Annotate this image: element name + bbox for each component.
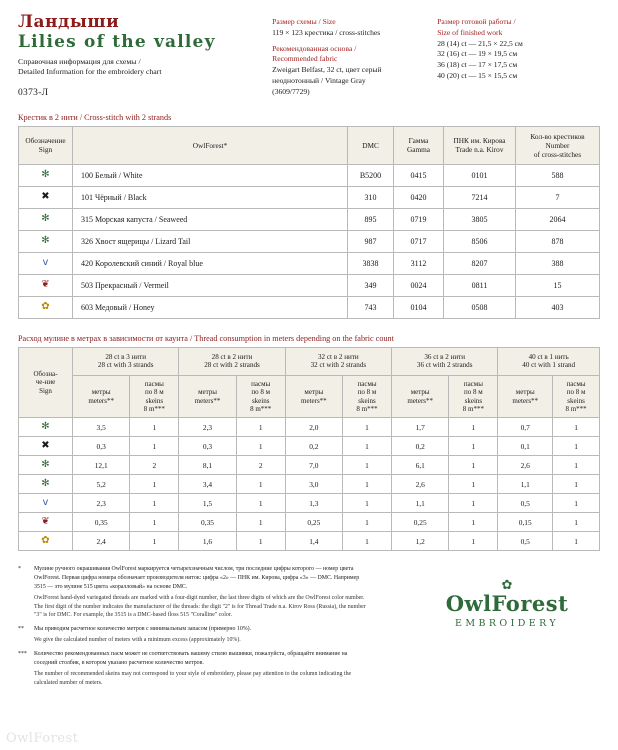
cell-gamma: 0024 <box>394 274 444 296</box>
table-header-row <box>19 126 600 164</box>
subcol-skeins-ru2: по 8 м <box>357 388 377 397</box>
chart-code: 0373-Л <box>18 87 49 98</box>
group-header-28-3 <box>73 347 179 375</box>
subcol-skeins-en: skeins <box>358 396 376 405</box>
group-header-28-2 <box>179 347 285 375</box>
section-title-crossstitch: Крестик в 2 нити / Cross-stitch with 2 strands <box>18 112 172 122</box>
symbol-flower-icon: ✿ <box>41 301 50 313</box>
cell-value: 1,6 <box>179 532 236 551</box>
cell-count: 878 <box>516 230 600 252</box>
cell-value: 1 <box>130 494 179 513</box>
cell-dmc: 3838 <box>348 252 394 274</box>
subcol-skeins-ru: пасмы <box>357 379 377 388</box>
fabric-value-3: (3609/7729) <box>272 86 310 96</box>
symbol-flower-icon: ✿ <box>41 535 50 547</box>
color-table <box>18 126 600 319</box>
cell-dmc: 987 <box>348 230 394 252</box>
footnote-marker: * <box>18 566 21 573</box>
cell-value: 1 <box>343 494 392 513</box>
cell-value: 2,0 <box>285 418 342 437</box>
cell-value: 1 <box>236 494 285 513</box>
leaf-icon: ✿ <box>501 577 513 592</box>
document-header <box>18 14 600 98</box>
watermark-text: OwlForest <box>6 731 79 746</box>
symbol-star-icon: ✻ <box>41 169 50 181</box>
table-row <box>19 494 600 513</box>
cell-symbol <box>19 208 73 230</box>
cell-value: 1 <box>343 513 392 532</box>
cell-value: 6,1 <box>392 456 449 475</box>
cell-value: 1 <box>343 532 392 551</box>
subcol-meters <box>285 375 342 418</box>
group-en: 40 ct with 1 strand <box>522 361 576 370</box>
subcol-skeins <box>343 375 392 418</box>
table-row <box>19 208 600 230</box>
cell-count: 403 <box>516 296 600 318</box>
col-kirov-ru: ПНК им. Кирова <box>453 136 506 146</box>
cell-value: 2 <box>130 456 179 475</box>
cell-dmc: 895 <box>348 208 394 230</box>
finished-row: 32 (16) ct — 19 × 19,5 см <box>437 49 518 59</box>
finished-row: 28 (14) ct — 21,5 × 22,5 см <box>437 38 523 48</box>
table-row <box>19 274 600 296</box>
cell-value: 8,1 <box>179 456 236 475</box>
subcol-skeins-en2: 8 m*** <box>565 405 587 414</box>
footnote-ru: Количество рекомендованных пасм может не соответствовать вашему стилю вышивки, пожалуйста, обращайте внимание на соседний столбик, в котором указано расчетное количество метров. <box>34 650 348 666</box>
cell-value: 0,3 <box>73 437 130 456</box>
subcol-skeins-en2: 8 m*** <box>356 405 378 414</box>
cell-value: 1 <box>449 456 498 475</box>
cell-symbol <box>19 164 73 186</box>
cell-value: 1 <box>553 494 600 513</box>
group-ru: 32 ct в 2 нити <box>318 352 359 361</box>
cell-value: 1,7 <box>392 418 449 437</box>
cell-value: 3,0 <box>285 475 342 494</box>
cell-gamma: 0717 <box>394 230 444 252</box>
subcol-meters-ru: метры <box>304 388 324 397</box>
table-subheader-row <box>19 375 600 418</box>
cell-value: 1 <box>553 475 600 494</box>
cell-kirov: 0101 <box>444 164 516 186</box>
subcol-skeins <box>236 375 285 418</box>
subtitle <box>18 57 262 78</box>
cell-value: 3,5 <box>73 418 130 437</box>
cell-dmc: 349 <box>348 274 394 296</box>
subcol-skeins-ru2: по 8 м <box>251 388 271 397</box>
group-ru: 28 ct в 2 нити <box>211 352 253 361</box>
col-kirov-en: Trade n.a. Kirov <box>455 145 504 155</box>
cell-value: 2,6 <box>392 475 449 494</box>
cell-dmc: 743 <box>348 296 394 318</box>
cell-value: 0,2 <box>392 437 449 456</box>
subcol-skeins-ru2: по 8 м <box>566 388 586 397</box>
cell-value: 1 <box>236 418 285 437</box>
logo-tagline: EMBROIDERY <box>454 618 560 629</box>
col-sign <box>19 126 73 164</box>
cell-value: 1 <box>553 437 600 456</box>
fabric-label-en: Recommended fabric <box>272 54 338 64</box>
cell-value: 0,35 <box>179 513 236 532</box>
table-row <box>19 532 600 551</box>
subcol-skeins-en: skeins <box>567 396 585 405</box>
subcol-skeins-en: skeins <box>251 396 270 405</box>
table-row <box>19 252 600 274</box>
cell-symbol <box>19 513 73 532</box>
cell-value: 1,3 <box>285 494 342 513</box>
subcol-meters-ru: метры <box>91 388 111 397</box>
cell-symbol <box>19 230 73 252</box>
cell-kirov: 8207 <box>444 252 516 274</box>
finished-row: 40 (20) ct — 15 × 15,5 см <box>437 70 518 80</box>
title-english: Lilies of the valley <box>18 31 216 52</box>
cell-symbol <box>19 274 73 296</box>
cell-value: 1 <box>553 513 600 532</box>
col-gamma-en: Gamma <box>406 145 431 155</box>
cell-value: 1 <box>449 418 498 437</box>
group-en: 32 ct with 2 strands <box>310 361 367 370</box>
cell-value: 0,5 <box>498 494 553 513</box>
subcol-meters-en: meters** <box>301 396 327 405</box>
table-row <box>19 186 600 208</box>
subcol-meters-en: meters** <box>88 396 114 405</box>
cell-gamma: 3112 <box>394 252 444 274</box>
cell-symbol <box>19 252 73 274</box>
brand-logo <box>414 577 600 629</box>
cell-owlforest-name: 101 Чёрный / Black <box>73 186 348 208</box>
cell-gamma: 0420 <box>394 186 444 208</box>
subcol-meters <box>498 375 553 418</box>
cell-owlforest-name: 420 Королевский синий / Royal blue <box>73 252 348 274</box>
cell-symbol <box>19 532 73 551</box>
symbol-star-icon: ✻ <box>41 478 50 490</box>
cell-value: 1 <box>130 532 179 551</box>
table-row <box>19 296 600 318</box>
subcol-skeins-en2: 8 m*** <box>462 405 484 414</box>
cell-value: 2,3 <box>73 494 130 513</box>
size-value: 119 × 123 крестика / cross-stitches <box>272 27 381 37</box>
symbol-x-icon: ✖ <box>41 191 50 203</box>
finished-label-ru: Размер готовой работы / <box>437 17 516 26</box>
cell-value: 1,4 <box>285 532 342 551</box>
cell-value: 1 <box>343 456 392 475</box>
cell-kirov: 7214 <box>444 186 516 208</box>
footnote <box>18 565 366 619</box>
table-group-header-row <box>19 347 600 375</box>
cell-value: 1,1 <box>392 494 449 513</box>
watermark <box>6 731 78 746</box>
subcol-skeins-ru: пасмы <box>144 379 164 388</box>
cell-value: 1 <box>130 418 179 437</box>
group-header-40-1 <box>498 347 600 375</box>
col-kirov <box>444 126 516 164</box>
cell-value: 1 <box>236 475 285 494</box>
col-count-ru: Кол-во крестиков Number <box>530 131 585 150</box>
cell-value: 2 <box>236 456 285 475</box>
subcol-meters-ru: метры <box>198 388 217 397</box>
cell-value: 1 <box>553 456 600 475</box>
group-ru: 28 ct в 3 нити <box>105 352 147 361</box>
fabric-value-1: Zweigart Belfast, 32 ct, цвет серый <box>272 65 382 75</box>
size-label: Размер схемы / Size <box>272 17 336 26</box>
cell-value: 0,15 <box>498 513 553 532</box>
cell-value: 1 <box>449 475 498 494</box>
cell-value: 1 <box>449 494 498 513</box>
footnote-en: The number of recommended skeins may not correspond to your style of embroidery, please pay attention to the column indicating the calculated number of meters. <box>34 671 352 686</box>
cell-kirov: 3805 <box>444 208 516 230</box>
col-sign-en: Sign <box>38 145 53 155</box>
cell-symbol <box>19 296 73 318</box>
cell-value: 1,2 <box>392 532 449 551</box>
cell-value: 0,35 <box>73 513 130 532</box>
subcol-meters <box>392 375 449 418</box>
subcol-meters-en: meters** <box>194 396 221 405</box>
cell-value: 1 <box>343 475 392 494</box>
cell-count: 2064 <box>516 208 600 230</box>
subcol-skeins-ru: пасмы <box>463 379 483 388</box>
subcol-skeins-ru2: по 8 м <box>145 388 164 397</box>
cell-value: 1,1 <box>498 475 553 494</box>
col-sign <box>19 347 73 418</box>
cell-value: 0,25 <box>285 513 342 532</box>
col-sign-ru: Обозначение <box>25 136 66 146</box>
cell-symbol <box>19 475 73 494</box>
subtitle-russian: Справочная информация для схемы / <box>18 56 141 66</box>
cell-kirov: 0508 <box>444 296 516 318</box>
col-owlforest: OwlForest* <box>73 126 348 164</box>
size-fabric-block <box>272 14 427 97</box>
title-russian: Ландыши <box>18 12 120 32</box>
cell-value: 1 <box>449 532 498 551</box>
col-count-en: of cross-stitches <box>533 149 582 159</box>
group-ru: 36 ct в 2 нити <box>424 352 466 361</box>
symbol-v-icon: ⅴ <box>42 497 49 509</box>
cell-value: 1,5 <box>179 494 236 513</box>
cell-value: 3,4 <box>179 475 236 494</box>
footnote-marker: ** <box>18 625 24 632</box>
col-gamma-ru: Гамма <box>408 136 429 146</box>
cell-value: 1 <box>553 418 600 437</box>
cell-gamma: 0104 <box>394 296 444 318</box>
group-header-32-2 <box>285 347 391 375</box>
cell-value: 5,2 <box>73 475 130 494</box>
subcol-skeins-en: skeins <box>145 396 164 405</box>
table-row <box>19 437 600 456</box>
symbol-heart-icon: ❦ <box>41 279 50 291</box>
section-title-consumption: Расход мулине в метрах в зависимости от каунта / Thread consumption in meters depending on the fabric count <box>18 333 394 343</box>
symbol-heart-icon: ❦ <box>41 516 50 528</box>
table-row <box>19 230 600 252</box>
cell-value: 1 <box>130 513 179 532</box>
col-sign-l2: че-ние <box>35 378 56 387</box>
symbol-star-icon: ✻ <box>41 459 50 471</box>
subcol-meters-en: meters** <box>407 396 434 405</box>
cell-symbol <box>19 186 73 208</box>
cell-symbol <box>19 456 73 475</box>
cell-symbol <box>19 418 73 437</box>
cell-value: 1 <box>449 437 498 456</box>
footnote-en: OwlForest hand-dyed variegated threads are marked with a four-digit number, the last three digits of which are the OwlForest color number. The first digit of the number indicates the manufacturer of the threads: the digit "2" is for Thread Trade n.a. Kirov Ross (Russia), the number "3" is for DMC. For example, the 3515 is a DMC-based floss 515 "Coralline" color. <box>34 595 366 619</box>
group-en: 36 ct with 2 strands <box>416 361 473 370</box>
cell-value: 12,1 <box>73 456 130 475</box>
subcol-meters <box>73 375 130 418</box>
logo-wordmark: OwlForest <box>445 591 569 616</box>
subcol-skeins-en2: 8 m*** <box>250 405 272 414</box>
col-gamma <box>394 126 444 164</box>
cell-value: 7,0 <box>285 456 342 475</box>
cell-count: 7 <box>516 186 600 208</box>
cell-gamma: 0719 <box>394 208 444 230</box>
table-row <box>19 456 600 475</box>
col-dmc: DMC <box>348 126 394 164</box>
cell-value: 1 <box>130 475 179 494</box>
cell-value: 1 <box>553 532 600 551</box>
symbol-x-icon: ✖ <box>41 440 50 452</box>
group-en: 28 ct with 3 strands <box>97 361 154 370</box>
symbol-v-icon: ⅴ <box>42 257 49 269</box>
group-en: 28 ct with 2 strands <box>204 361 260 370</box>
cell-value: 1 <box>343 418 392 437</box>
subcol-skeins <box>130 375 179 418</box>
footnote <box>18 625 366 645</box>
cell-value: 0,5 <box>498 532 553 551</box>
group-ru: 40 ct в 1 нить <box>528 352 569 361</box>
subcol-skeins-en: skeins <box>464 396 483 405</box>
cell-count: 588 <box>516 164 600 186</box>
cell-owlforest-name: 326 Хвост ящерицы / Lizard Tail <box>73 230 348 252</box>
subcol-skeins-ru: пасмы <box>566 379 586 388</box>
cell-count: 388 <box>516 252 600 274</box>
cell-kirov: 0811 <box>444 274 516 296</box>
cell-value: 0,7 <box>498 418 553 437</box>
cell-value: 0,3 <box>179 437 236 456</box>
symbol-star-icon: ✻ <box>41 235 50 247</box>
title-block <box>18 14 262 98</box>
fabric-label-ru: Рекомендованная основа / <box>272 43 357 53</box>
fabric-value-2: неоднотонный / Vintage Gray <box>272 75 366 85</box>
cell-value: 1 <box>449 513 498 532</box>
subcol-skeins-ru: пасмы <box>251 379 271 388</box>
table-row <box>19 164 600 186</box>
symbol-star-icon: ✻ <box>41 421 50 433</box>
cell-count: 15 <box>516 274 600 296</box>
footnote-ru: Мулине ручного окрашивания OwlForest маркируется четырехзначным числом, три последние цифры которого — номер цвета OwlForest. Первая цифра номера обозначает производителя ниток: цифра «2» — ПНК им. Кирова, цифра «3» — DMC. Например 3515 — это мулине 515 цвета «коралловый» на основе DMC. <box>34 566 360 590</box>
cell-value: 2,4 <box>73 532 130 551</box>
footnote <box>18 650 366 687</box>
table-row <box>19 513 600 532</box>
subcol-skeins-ru2: по 8 м <box>464 388 483 397</box>
finished-row: 36 (18) ct — 17 × 17,5 см <box>437 60 518 70</box>
group-header-36-2 <box>392 347 498 375</box>
cell-value: 0,25 <box>392 513 449 532</box>
finished-size-block <box>437 14 600 82</box>
footnote-ru: Мы приводим расчетное количество метров с минимальным запасом (примерно 10%). <box>34 625 252 632</box>
cell-value: 1 <box>343 437 392 456</box>
cell-value: 0,1 <box>498 437 553 456</box>
cell-value: 1 <box>130 437 179 456</box>
subtitle-english: Detailed Information for the embroidery chart <box>18 67 162 77</box>
cell-owlforest-name: 603 Медовый / Honey <box>73 296 348 318</box>
subcol-meters-ru: метры <box>410 388 430 397</box>
subcol-skeins-en2: 8 m*** <box>143 405 165 414</box>
subcol-meters <box>179 375 236 418</box>
cell-value: 1 <box>236 513 285 532</box>
cell-value: 0,2 <box>285 437 342 456</box>
cell-kirov: 8506 <box>444 230 516 252</box>
cell-owlforest-name: 100 Белый / White <box>73 164 348 186</box>
col-sign-l3: Sign <box>39 386 52 395</box>
finished-label-en: Size of finished work <box>437 27 503 37</box>
subcol-skeins <box>449 375 498 418</box>
cell-dmc: B5200 <box>348 164 394 186</box>
col-sign-l1: Обозна- <box>33 370 58 379</box>
subcol-skeins <box>553 375 600 418</box>
cell-dmc: 310 <box>348 186 394 208</box>
table-row <box>19 475 600 494</box>
cell-value: 2,6 <box>498 456 553 475</box>
subcol-meters-ru: метры <box>515 388 535 397</box>
cell-value: 1 <box>236 532 285 551</box>
cell-symbol <box>19 437 73 456</box>
footnote-marker: *** <box>18 650 27 657</box>
consumption-table <box>18 347 600 552</box>
cell-symbol <box>19 494 73 513</box>
cell-owlforest-name: 503 Прекрасный / Vermeil <box>73 274 348 296</box>
cell-value: 2,3 <box>179 418 236 437</box>
subcol-meters-en: meters** <box>512 396 539 405</box>
footnote-en: We give the calculated number of meters with a minimum excess (approximately 10%). <box>34 637 241 644</box>
symbol-star-icon: ✻ <box>41 213 50 225</box>
col-count <box>516 126 600 164</box>
cell-owlforest-name: 315 Морская капуста / Seaweed <box>73 208 348 230</box>
cell-value: 1 <box>236 437 285 456</box>
table-row <box>19 418 600 437</box>
cell-gamma: 0415 <box>394 164 444 186</box>
